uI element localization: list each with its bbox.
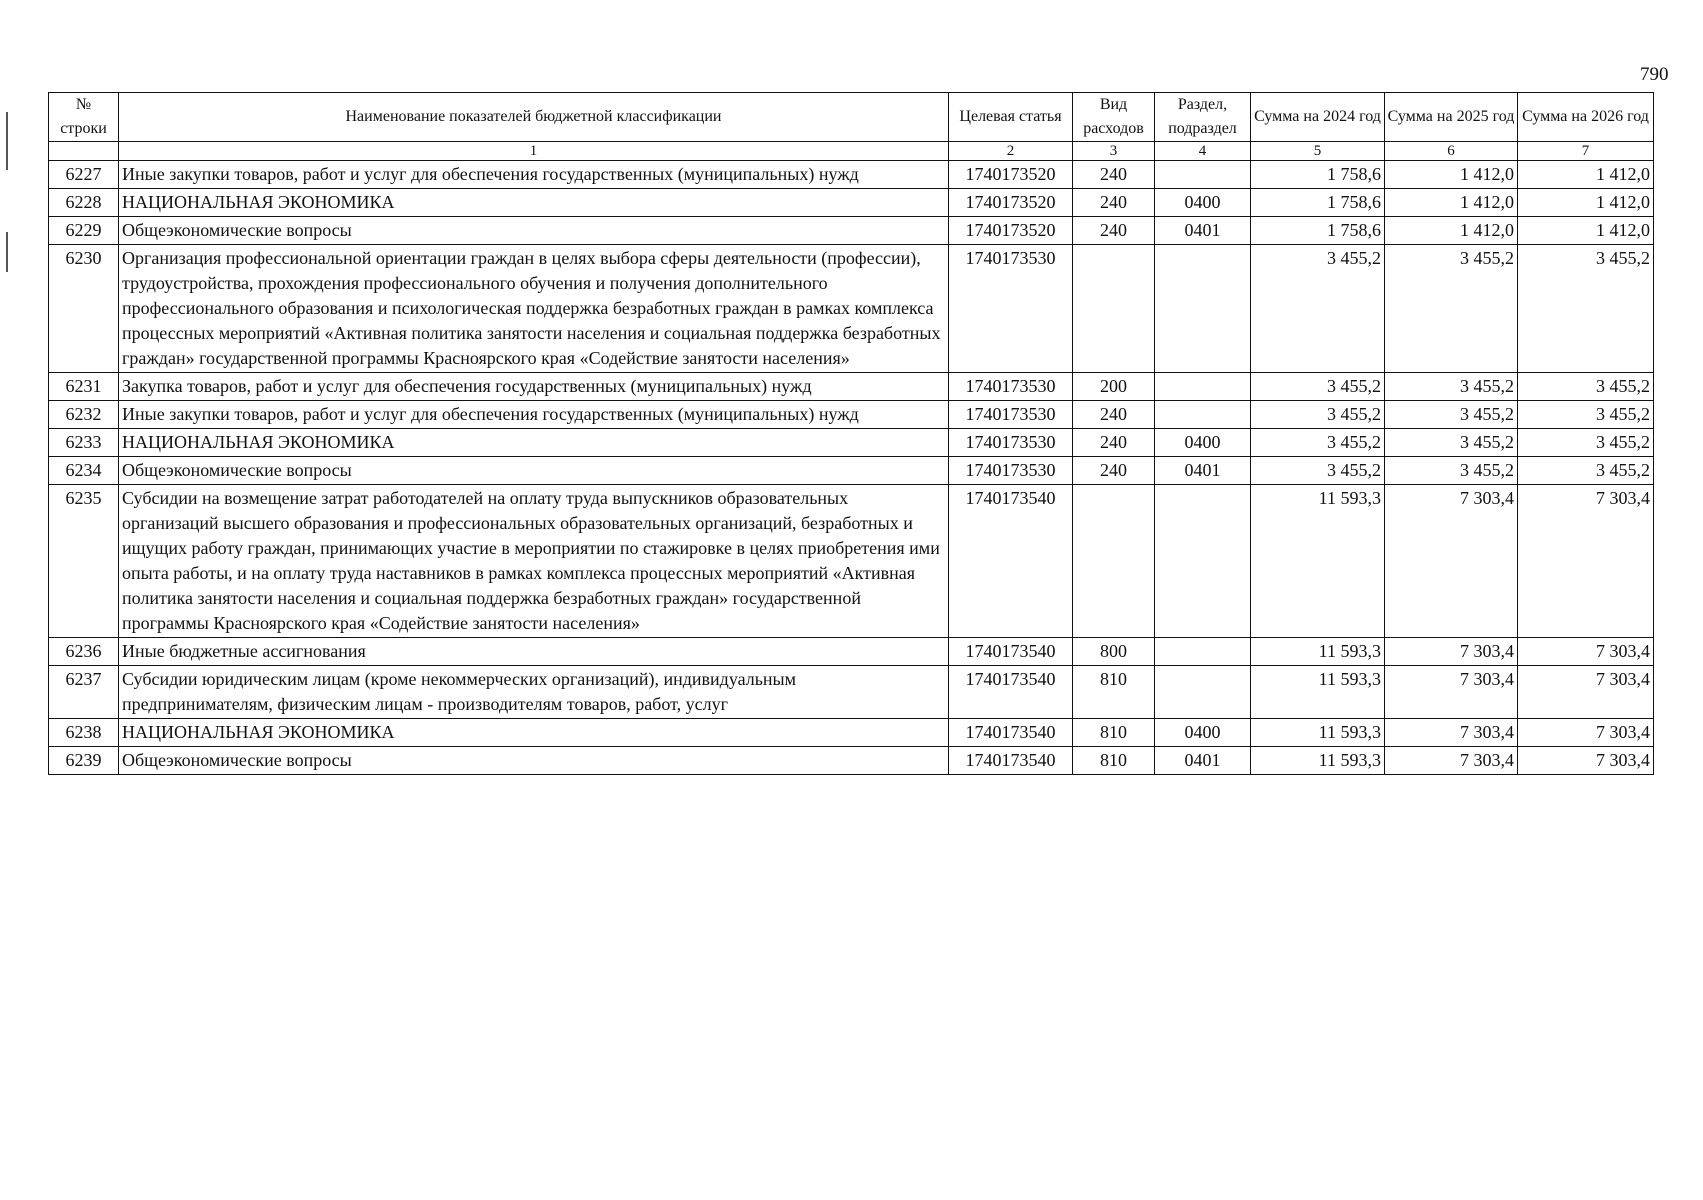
row-number: 6230 xyxy=(49,245,119,373)
header-sum-2026: Сумма на 2026 год xyxy=(1518,93,1654,142)
sum-2024: 11 593,3 xyxy=(1251,666,1385,719)
row-number: 6237 xyxy=(49,666,119,719)
sum-2024: 1 758,6 xyxy=(1251,189,1385,217)
target-article: 1740173540 xyxy=(949,719,1073,747)
row-name: Субсидии юридическим лицам (кроме некоммерческих организаций), индивидуальным предпринимателям, физическим лицам - производителям товаров, работ, услуг xyxy=(119,666,949,719)
row-name: Иные бюджетные ассигнования xyxy=(119,638,949,666)
column-number-row xyxy=(49,142,1654,161)
table-row xyxy=(49,161,1654,189)
sum-2026: 3 455,2 xyxy=(1518,429,1654,457)
sum-2025: 3 455,2 xyxy=(1385,373,1518,401)
scan-mark xyxy=(6,112,8,170)
section-code xyxy=(1155,245,1251,373)
section-code: 0400 xyxy=(1155,719,1251,747)
target-article: 1740173540 xyxy=(949,485,1073,638)
header-exp-type: Вид расходов xyxy=(1073,93,1155,142)
row-name: НАЦИОНАЛЬНАЯ ЭКОНОМИКА xyxy=(119,189,949,217)
section-code xyxy=(1155,666,1251,719)
target-article: 1740173530 xyxy=(949,401,1073,429)
row-name: Общеэкономические вопросы xyxy=(119,217,949,245)
expense-type: 800 xyxy=(1073,638,1155,666)
header-row xyxy=(49,93,1654,142)
table-row xyxy=(49,666,1654,719)
table-row xyxy=(49,429,1654,457)
sum-2025: 3 455,2 xyxy=(1385,457,1518,485)
sum-2025: 3 455,2 xyxy=(1385,245,1518,373)
row-name: Закупка товаров, работ и услуг для обеспечения государственных (муниципальных) нужд xyxy=(119,373,949,401)
section-code: 0400 xyxy=(1155,189,1251,217)
scan-mark xyxy=(6,232,8,272)
row-number: 6231 xyxy=(49,373,119,401)
row-number: 6232 xyxy=(49,401,119,429)
target-article: 1740173530 xyxy=(949,373,1073,401)
table-row xyxy=(49,719,1654,747)
row-name: НАЦИОНАЛЬНАЯ ЭКОНОМИКА xyxy=(119,719,949,747)
expense-type: 240 xyxy=(1073,401,1155,429)
table-row xyxy=(49,638,1654,666)
expense-type: 240 xyxy=(1073,189,1155,217)
sum-2026: 1 412,0 xyxy=(1518,189,1654,217)
column-number xyxy=(49,142,119,161)
sum-2024: 3 455,2 xyxy=(1251,245,1385,373)
sum-2026: 7 303,4 xyxy=(1518,719,1654,747)
row-number: 6234 xyxy=(49,457,119,485)
sum-2025: 1 412,0 xyxy=(1385,161,1518,189)
expense-type xyxy=(1073,485,1155,638)
sum-2024: 11 593,3 xyxy=(1251,485,1385,638)
section-code: 0401 xyxy=(1155,747,1251,775)
expense-type: 810 xyxy=(1073,747,1155,775)
section-code xyxy=(1155,373,1251,401)
target-article: 1740173520 xyxy=(949,217,1073,245)
sum-2024: 3 455,2 xyxy=(1251,373,1385,401)
target-article: 1740173540 xyxy=(949,747,1073,775)
header-name: Наименование показателей бюджетной классификации xyxy=(119,93,949,142)
target-article: 1740173540 xyxy=(949,638,1073,666)
header-sum-2024: Сумма на 2024 год xyxy=(1251,93,1385,142)
target-article: 1740173540 xyxy=(949,666,1073,719)
column-number: 5 xyxy=(1251,142,1385,161)
sum-2026: 3 455,2 xyxy=(1518,401,1654,429)
row-number: 6233 xyxy=(49,429,119,457)
section-code xyxy=(1155,638,1251,666)
column-number: 1 xyxy=(119,142,949,161)
sum-2025: 7 303,4 xyxy=(1385,638,1518,666)
sum-2026: 1 412,0 xyxy=(1518,161,1654,189)
table-row xyxy=(49,373,1654,401)
sum-2024: 11 593,3 xyxy=(1251,638,1385,666)
expense-type: 240 xyxy=(1073,217,1155,245)
table-body xyxy=(49,161,1654,775)
row-name: Иные закупки товаров, работ и услуг для обеспечения государственных (муниципальных) нужд xyxy=(119,161,949,189)
sum-2026: 7 303,4 xyxy=(1518,666,1654,719)
table-row xyxy=(49,401,1654,429)
target-article: 1740173530 xyxy=(949,245,1073,373)
budget-table xyxy=(48,92,1654,775)
table-row xyxy=(49,189,1654,217)
page-number: 790 xyxy=(1640,64,1669,85)
row-number: 6235 xyxy=(49,485,119,638)
row-number: 6239 xyxy=(49,747,119,775)
row-name: Общеэкономические вопросы xyxy=(119,457,949,485)
column-number: 3 xyxy=(1073,142,1155,161)
sum-2026: 1 412,0 xyxy=(1518,217,1654,245)
sum-2025: 7 303,4 xyxy=(1385,747,1518,775)
sum-2025: 3 455,2 xyxy=(1385,429,1518,457)
row-name: Общеэкономические вопросы xyxy=(119,747,949,775)
sum-2025: 7 303,4 xyxy=(1385,666,1518,719)
sum-2024: 3 455,2 xyxy=(1251,401,1385,429)
table-row xyxy=(49,747,1654,775)
header-section: Раздел, подраздел xyxy=(1155,93,1251,142)
expense-type: 810 xyxy=(1073,666,1155,719)
sum-2024: 11 593,3 xyxy=(1251,747,1385,775)
table-row xyxy=(49,217,1654,245)
sum-2025: 1 412,0 xyxy=(1385,217,1518,245)
row-number: 6236 xyxy=(49,638,119,666)
section-code xyxy=(1155,401,1251,429)
header-sum-2025: Сумма на 2025 год xyxy=(1385,93,1518,142)
sum-2026: 7 303,4 xyxy=(1518,747,1654,775)
row-name: Субсидии на возмещение затрат работодателей на оплату труда выпускников образовательных организаций высшего образования и профессиональных образовательных организаций, безработных и ищущих работу граждан, принимающих участие в мероприятии по стажировке в целях приобретения ими опыта работы, и на оплату труда наставников в рамках комплекса процессных мероприятий «Активная политика занятости населения и социальная поддержка безработных граждан» государственной программы Красноярского края «Содействие занятости населения» xyxy=(119,485,949,638)
table-row xyxy=(49,485,1654,638)
row-name: Иные закупки товаров, работ и услуг для обеспечения государственных (муниципальных) нужд xyxy=(119,401,949,429)
sum-2025: 7 303,4 xyxy=(1385,719,1518,747)
row-number: 6238 xyxy=(49,719,119,747)
column-number: 4 xyxy=(1155,142,1251,161)
section-code: 0401 xyxy=(1155,217,1251,245)
section-code xyxy=(1155,485,1251,638)
column-number: 7 xyxy=(1518,142,1654,161)
row-number: 6227 xyxy=(49,161,119,189)
sum-2026: 3 455,2 xyxy=(1518,245,1654,373)
sum-2025: 7 303,4 xyxy=(1385,485,1518,638)
expense-type: 200 xyxy=(1073,373,1155,401)
sum-2026: 3 455,2 xyxy=(1518,457,1654,485)
sum-2024: 1 758,6 xyxy=(1251,217,1385,245)
header-target: Целевая статья xyxy=(949,93,1073,142)
sum-2025: 3 455,2 xyxy=(1385,401,1518,429)
header-row-no: № строки xyxy=(49,93,119,142)
target-article: 1740173530 xyxy=(949,429,1073,457)
section-code: 0400 xyxy=(1155,429,1251,457)
sum-2024: 3 455,2 xyxy=(1251,429,1385,457)
row-name: НАЦИОНАЛЬНАЯ ЭКОНОМИКА xyxy=(119,429,949,457)
target-article: 1740173520 xyxy=(949,161,1073,189)
target-article: 1740173520 xyxy=(949,189,1073,217)
table-row xyxy=(49,245,1654,373)
row-number: 6228 xyxy=(49,189,119,217)
sum-2024: 3 455,2 xyxy=(1251,457,1385,485)
expense-type: 240 xyxy=(1073,457,1155,485)
expense-type: 240 xyxy=(1073,161,1155,189)
column-number: 6 xyxy=(1385,142,1518,161)
expense-type: 810 xyxy=(1073,719,1155,747)
sum-2026: 3 455,2 xyxy=(1518,373,1654,401)
expense-type: 240 xyxy=(1073,429,1155,457)
column-number: 2 xyxy=(949,142,1073,161)
target-article: 1740173530 xyxy=(949,457,1073,485)
section-code xyxy=(1155,161,1251,189)
sum-2025: 1 412,0 xyxy=(1385,189,1518,217)
expense-type xyxy=(1073,245,1155,373)
row-name: Организация профессиональной ориентации граждан в целях выбора сферы деятельности (профессии), трудоустройства, прохождения профессионального обучения и получения дополнительного профессионального образования и психологическая поддержка безработных граждан в рамках комплекса процессных мероприятий «Активная политика занятости населения и социальная поддержка безработных граждан» государственной программы Красноярского края «Содействие занятости населения» xyxy=(119,245,949,373)
sum-2026: 7 303,4 xyxy=(1518,638,1654,666)
sum-2024: 11 593,3 xyxy=(1251,719,1385,747)
row-number: 6229 xyxy=(49,217,119,245)
sum-2024: 1 758,6 xyxy=(1251,161,1385,189)
table-row xyxy=(49,457,1654,485)
sum-2026: 7 303,4 xyxy=(1518,485,1654,638)
section-code: 0401 xyxy=(1155,457,1251,485)
